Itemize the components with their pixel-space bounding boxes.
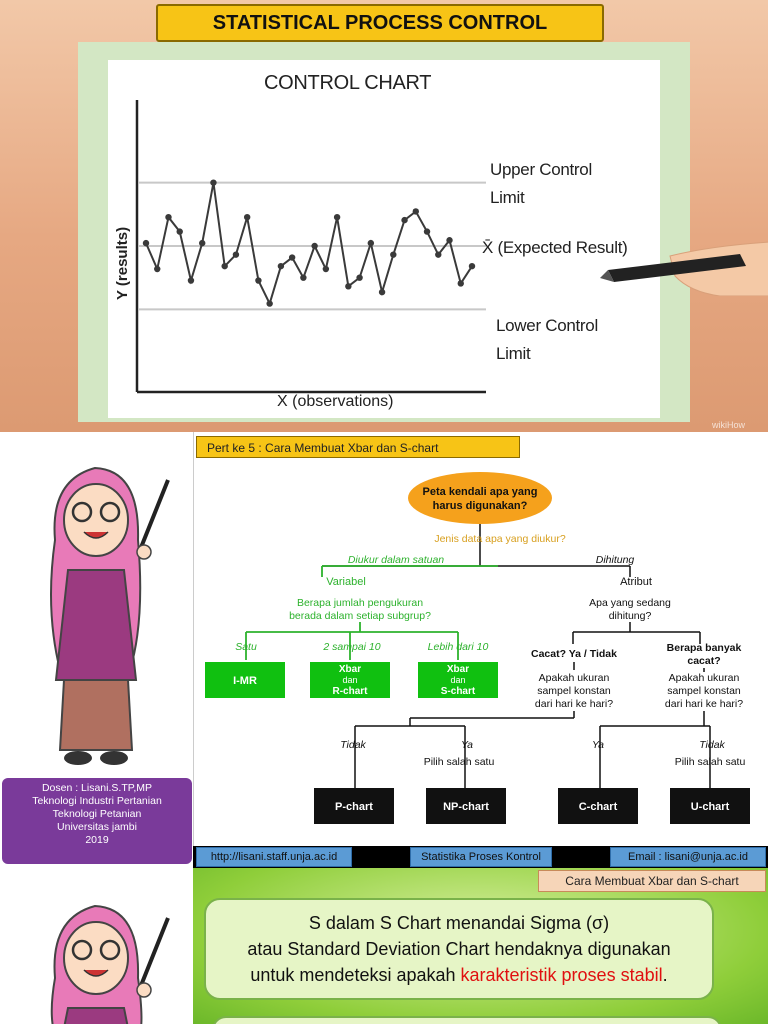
- data-point: [390, 251, 396, 257]
- teacher-illustration-icon: [20, 878, 190, 1024]
- slide-3-title: Cara Membuat Xbar dan S-chart: [538, 870, 766, 892]
- data-point: [233, 251, 239, 257]
- x-axis-label: X (observations): [277, 393, 394, 410]
- data-point: [323, 266, 329, 272]
- data-point: [210, 179, 216, 185]
- slide-2: [0, 432, 768, 868]
- data-point: [188, 277, 194, 283]
- variable-question-line2: berada dalam setiap subgrup?: [289, 610, 431, 622]
- footer-course: Statistika Proses Kontrol: [410, 847, 552, 867]
- slide-1-title: STATISTICAL PROCESS CONTROL: [156, 4, 604, 42]
- svg-text:Xbar: Xbar: [446, 664, 470, 675]
- data-point: [311, 243, 317, 249]
- lecturer-info-box: Dosen : Lisani.S.TP,MP Teknologi Industri Pertanian Teknologi Petanian Universitas jambi 2019: [2, 778, 192, 864]
- data-point: [300, 274, 306, 280]
- how-many-defects-line1: Berapa banyak: [666, 642, 742, 654]
- slide-2-title: Pert ke 5 : Cara Membuat Xbar dan S-chart: [196, 436, 520, 458]
- svg-text:Ya: Ya: [460, 739, 474, 751]
- watermark: wikiHow: [712, 420, 746, 430]
- data-point: [345, 283, 351, 289]
- data-point: [379, 289, 385, 295]
- data-point: [143, 240, 149, 246]
- data-point: [356, 274, 362, 280]
- data-point: [469, 263, 475, 269]
- data-point: [266, 300, 272, 306]
- data-point: [413, 208, 419, 214]
- svg-text:C-chart: C-chart: [578, 801, 618, 813]
- data-point: [255, 277, 261, 283]
- data-point: [334, 214, 340, 220]
- data-point: [154, 266, 160, 272]
- data-point: [199, 240, 205, 246]
- series-line: [146, 183, 472, 304]
- branch-counted-label: Dihitung: [595, 554, 635, 566]
- center-label: X̄ (Expected Result): [482, 238, 628, 257]
- defect-yes-no-label: Cacat? Ya / Tidak: [531, 648, 617, 660]
- definition-line-3: untuk mendeteksi apakah karakteristik proses stabil.: [250, 965, 668, 985]
- hand-with-marker-icon: [600, 236, 768, 296]
- footer-url[interactable]: http://lisani.staff.unja.ac.id: [196, 847, 352, 867]
- data-point: [458, 280, 464, 286]
- next-box: [212, 1016, 722, 1024]
- svg-text:P-chart: P-chart: [335, 801, 373, 813]
- definition-line-2: atau Standard Deviation Chart hendaknya digunakan: [247, 939, 671, 959]
- control-chart-selection-flowchart: [0, 432, 768, 868]
- svg-text:dan: dan: [450, 675, 466, 685]
- svg-text:Ya: Ya: [591, 739, 605, 751]
- control-chart: [0, 0, 768, 432]
- imr-label: I-MR: [233, 675, 257, 687]
- highlight-text: karakteristik proses stabil: [460, 965, 663, 985]
- svg-text:R-chart: R-chart: [332, 686, 368, 697]
- branch-measured-label: Diukur dalam satuan: [347, 554, 445, 566]
- data-type-question: Jenis data apa yang diukur?: [434, 533, 566, 545]
- svg-text:Apakah ukuran: Apakah ukuran: [538, 672, 610, 684]
- data-point: [435, 251, 441, 257]
- how-many-defects-line2: cacat?: [687, 655, 721, 667]
- svg-text:Tidak: Tidak: [340, 739, 366, 751]
- branch-one-label: Satu: [235, 641, 257, 653]
- data-point: [221, 263, 227, 269]
- atribut-label: Atribut: [620, 576, 652, 588]
- data-point: [177, 228, 183, 234]
- data-point: [446, 237, 452, 243]
- svg-text:S-chart: S-chart: [440, 686, 476, 697]
- main-question-line1: Peta kendali apa yang: [422, 486, 538, 498]
- data-point: [401, 217, 407, 223]
- data-point: [424, 228, 430, 234]
- svg-text:dari hari ke hari?: dari hari ke hari?: [664, 698, 744, 710]
- attribute-question-line1: Apa yang sedang: [589, 597, 671, 609]
- svg-text:Pilih salah satu: Pilih salah satu: [674, 756, 746, 768]
- slide-1: [0, 0, 768, 432]
- y-axis-label: Y (results): [114, 226, 131, 300]
- data-point: [368, 240, 374, 246]
- svg-text:dan: dan: [342, 675, 358, 685]
- main-question-bubble: [408, 472, 552, 524]
- slide-3: [0, 868, 768, 1024]
- svg-text:sampel konstan: sampel konstan: [537, 685, 611, 697]
- variabel-label: Variabel: [326, 576, 366, 588]
- variable-question-line1: Berapa jumlah pengukuran: [296, 597, 424, 609]
- svg-text:Xbar: Xbar: [338, 664, 362, 675]
- attribute-question-line2: dihitung?: [608, 610, 652, 622]
- chart-title: CONTROL CHART: [264, 72, 432, 94]
- branch-2-to-10-label: 2 sampai 10: [323, 641, 381, 653]
- svg-text:Apakah ukuran: Apakah ukuran: [668, 672, 740, 684]
- data-point: [244, 214, 250, 220]
- svg-text:Tidak: Tidak: [699, 739, 725, 751]
- svg-text:sampel konstan: sampel konstan: [667, 685, 741, 697]
- ucl-label: Upper Control Limit: [490, 160, 592, 207]
- svg-text:NP-chart: NP-chart: [443, 801, 489, 813]
- data-point: [165, 214, 171, 220]
- svg-text:Pilih salah satu: Pilih salah satu: [423, 756, 495, 768]
- branch-more-than-10-label: Lebih dari 10: [427, 641, 489, 653]
- definition-line-1: S dalam S Chart menandai Sigma (σ): [308, 913, 610, 933]
- svg-text:dari hari ke hari?: dari hari ke hari?: [534, 698, 614, 710]
- svg-text:U-chart: U-chart: [690, 801, 730, 813]
- main-question-line2: harus digunakan?: [432, 500, 528, 512]
- definition-box: [204, 898, 714, 1000]
- data-point: [289, 254, 295, 260]
- series-group: [143, 179, 475, 306]
- data-point: [278, 263, 284, 269]
- lcl-label: Lower Control Limit: [496, 316, 598, 363]
- footer-email[interactable]: Email : lisani@unja.ac.id: [610, 847, 766, 867]
